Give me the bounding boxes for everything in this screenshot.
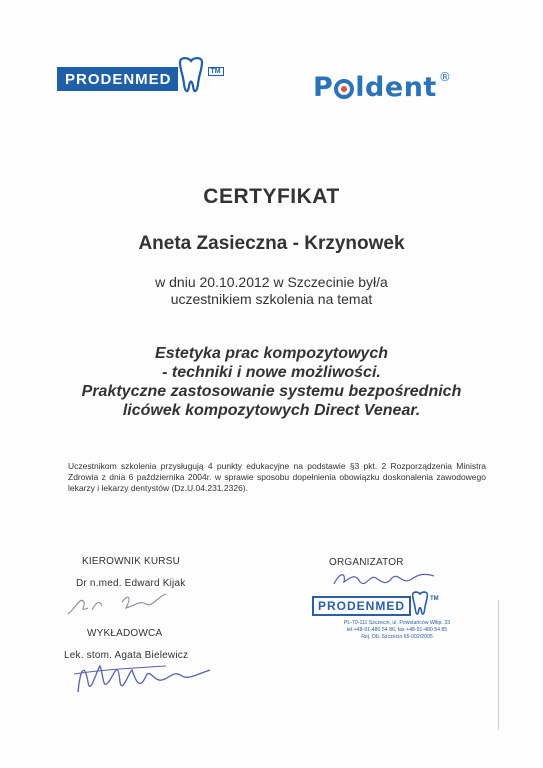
course-head-name: Dr n.med. Edward Kijak — [76, 578, 186, 589]
stamp-address — [312, 620, 482, 641]
prodenmed-logo-text: PRODENMED — [57, 67, 178, 91]
poldent-logo-prefix: P — [313, 72, 334, 103]
prodenmed-logo — [57, 62, 224, 96]
course-head-signature — [62, 588, 182, 620]
course-title-line-1: Estetyka prac kompozytowych — [155, 345, 388, 362]
stamp-address-line-3: Rej. OIL Szczecin 65-002/2005 — [361, 634, 433, 640]
lecturer-signature — [70, 652, 220, 702]
course-title-line-3: Praktyczne zastosowanie systemu bezpośrednich — [81, 383, 462, 400]
course-title-line-2: - techniki i nowe możliwości. — [162, 364, 381, 381]
lecturer-label: WYKŁADOWCA — [87, 628, 163, 639]
organizer-label: ORGANIZATOR — [329, 557, 404, 568]
education-points-note: Uczestnikom szkolenia przysługują 4 punkty edukacyjne na podstawie §3 pkt. 2 Rozporządzenia Ministra Zdrowia z dnia 6 października 2004r. w sprawie sposobu dopełnienia obowiązku doskonalenia zawodowego lekarzy i lekarzy dentystów (Dz.U.04.231.2326). — [68, 461, 486, 493]
course-title-line-4: licówek kompozytowych Direct Venear. — [122, 402, 421, 419]
registered-mark: ® — [438, 70, 452, 84]
lecturer-name: Lek. stom. Agata Bielewicz — [64, 650, 189, 661]
stamp-tooth-icon — [410, 590, 430, 618]
poldent-logo — [313, 72, 451, 103]
course-head-label: KIEROWNIK KURSU — [82, 556, 181, 567]
scan-edge-line — [498, 600, 499, 730]
organizer-stamp — [312, 594, 487, 641]
stamp-address-line-1: PL-70-111 Szczecin, ul. Powstańców Wlkp. 33 — [343, 620, 451, 626]
participant-line: uczestnikiem szkolenia na temat — [170, 291, 373, 307]
stamp-tm: TM — [430, 596, 439, 602]
tooth-icon — [176, 56, 206, 96]
poldent-logo-suffix: ldent — [355, 72, 437, 103]
prodenmed-tm: TM — [208, 67, 224, 76]
date-place-line: w dniu 20.10.2012 w Szczecinie był/a — [155, 274, 388, 290]
stamp-address-line-2: tel.+48-91-480 54 86, fax +48-91-480 54 85 — [346, 627, 448, 633]
certificate-title: CERTYFIKAT — [203, 185, 340, 208]
recipient-name: Aneta Zasieczna - Krzynowek — [138, 233, 405, 254]
poldent-o-icon — [334, 79, 354, 99]
stamp-name: PRODENMED — [312, 596, 411, 616]
organizer-signature — [330, 566, 440, 592]
